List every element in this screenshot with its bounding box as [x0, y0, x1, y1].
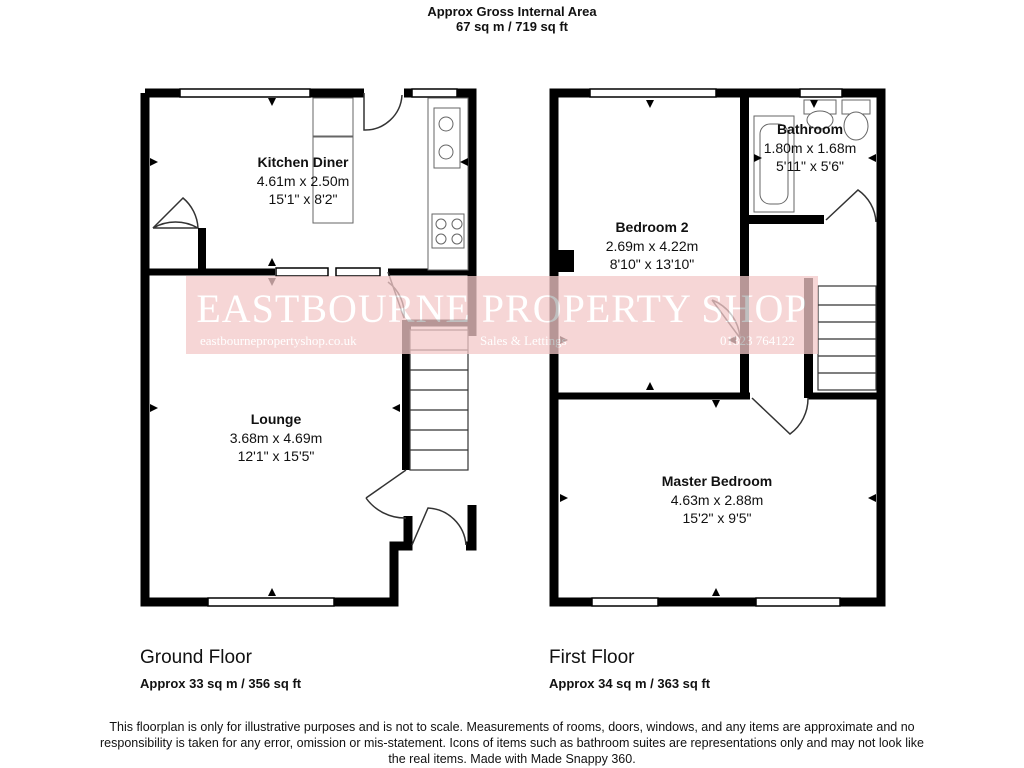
watermark-website: eastbournepropertyshop.co.uk	[200, 333, 357, 348]
ground-floor-area: Approx 33 sq m / 356 sq ft	[140, 676, 302, 691]
master-bedroom-imperial: 15'2" x 9'5"	[682, 510, 752, 526]
first-floor-label: First Floor	[549, 647, 635, 668]
bathroom-imperial: 5'11" x 5'6"	[776, 158, 844, 174]
watermark-tagline: Sales & Lettings	[480, 333, 567, 348]
watermark-phone: 01323 764122	[720, 333, 795, 348]
master-bedroom-name: Master Bedroom	[661, 473, 773, 489]
disclaimer-text: This floorplan is only for illustrative purposes and is not to scale. Measurements of rooms, doors, windows, and any items are approximate and no responsibility is taken for any error, omission or mis-statement. Icons of items such as bathroom suites are representations only and may not look like the real items. Made with Made Snappy 360.	[100, 720, 924, 766]
header-title: Approx Gross Internal Area	[427, 4, 597, 19]
bathroom-name: Bathroom	[776, 121, 844, 137]
lounge-name: Lounge	[250, 411, 302, 427]
lounge-imperial: 12'1" x 15'5"	[237, 448, 315, 464]
header-total-area: 67 sq m / 719 sq ft	[456, 19, 568, 34]
kitchen-diner-imperial: 15'1" x 8'2"	[268, 191, 338, 207]
bedroom-2-name: Bedroom 2	[615, 219, 689, 235]
first-floor-area: Approx 34 sq m / 363 sq ft	[549, 676, 711, 691]
bedroom-2-imperial: 8'10" x 13'10"	[609, 256, 695, 272]
watermark-brand: EASTBOURNE PROPERTY SHOP	[196, 286, 808, 331]
bedroom-2-metric: 2.69m x 4.22m	[605, 238, 699, 254]
lounge-metric: 3.68m x 4.69m	[229, 430, 323, 446]
kitchen-diner-metric: 4.61m x 2.50m	[256, 173, 350, 189]
watermark	[186, 276, 818, 354]
master-bedroom-metric: 4.63m x 2.88m	[670, 492, 764, 508]
kitchen-diner-name: Kitchen Diner	[257, 154, 349, 170]
ground-floor-label: Ground Floor	[140, 647, 252, 668]
bathroom-metric: 1.80m x 1.68m	[763, 140, 857, 156]
